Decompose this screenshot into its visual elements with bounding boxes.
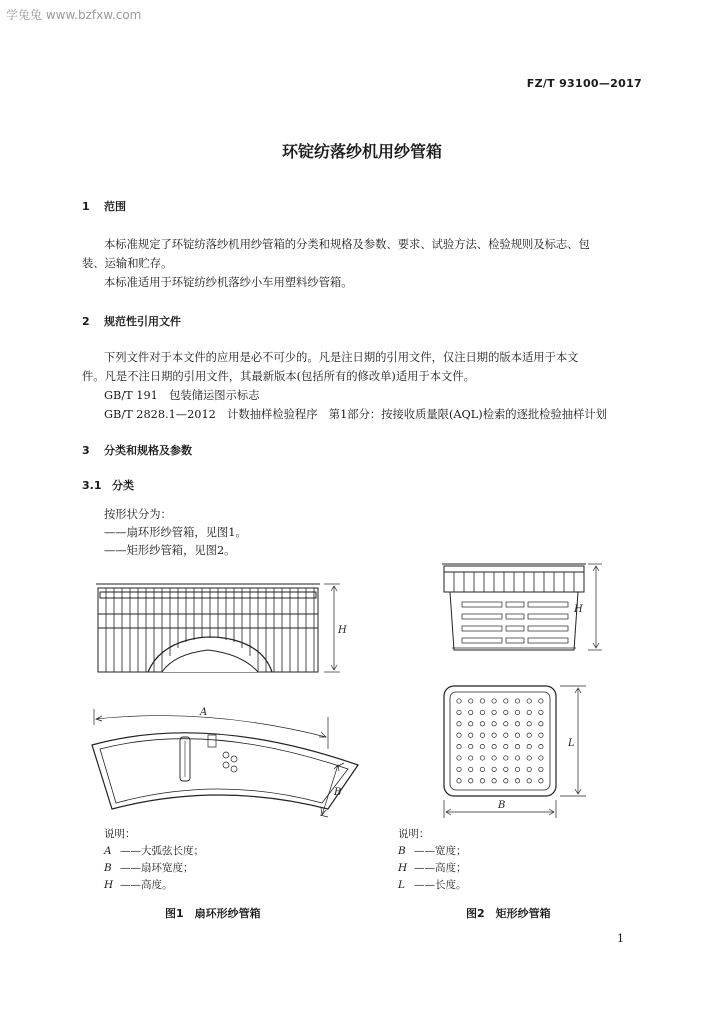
vent-hole bbox=[515, 710, 519, 714]
legend-text: ——高度。 bbox=[120, 879, 173, 891]
vent-hole bbox=[492, 744, 496, 748]
list-item: ——矩形纱管箱，见图2。 bbox=[104, 544, 236, 557]
legend-symbol: H bbox=[104, 879, 114, 891]
vent-hole bbox=[469, 744, 473, 748]
vent-hole bbox=[539, 699, 543, 703]
legend-symbol: B bbox=[398, 845, 406, 857]
legend-entry bbox=[398, 860, 467, 877]
section-title: 规范性引用文件 bbox=[104, 315, 181, 328]
vent-hole bbox=[527, 767, 531, 771]
legend-symbol: B bbox=[104, 862, 112, 874]
vent-hole bbox=[457, 722, 461, 726]
vent-hole bbox=[515, 744, 519, 748]
vent-hole bbox=[492, 710, 496, 714]
dimension-label-a: A bbox=[200, 707, 208, 718]
vent-hole bbox=[504, 722, 508, 726]
section-title: 分类和规格及参数 bbox=[104, 444, 192, 457]
figure-2-side-view bbox=[440, 558, 600, 658]
figure-1-top-view bbox=[88, 705, 358, 825]
vent-hole bbox=[527, 710, 531, 714]
vent-hole bbox=[539, 767, 543, 771]
paragraph-line: 下列文件对于本文件的应用是必不可少的。凡是注日期的引用文件，仅注日期的版本适用于本文 bbox=[104, 351, 579, 364]
vent-hole bbox=[480, 710, 484, 714]
vent-hole bbox=[527, 733, 531, 737]
figure-1-caption: 图1 扇环形纱管箱 bbox=[165, 907, 261, 920]
vent-hole bbox=[480, 722, 484, 726]
vent-hole bbox=[515, 767, 519, 771]
vent-hole bbox=[504, 767, 508, 771]
list-item: ——扇环形纱管箱，见图1。 bbox=[104, 526, 247, 539]
vent-hole bbox=[457, 779, 461, 783]
vent-hole bbox=[504, 756, 508, 760]
vent-hole bbox=[480, 756, 484, 760]
vent-hole bbox=[515, 722, 519, 726]
vent-hole bbox=[527, 699, 531, 703]
legend-text: ——大弧弦长度； bbox=[120, 845, 204, 857]
vent-hole bbox=[539, 779, 543, 783]
legend-title: 说明： bbox=[398, 828, 430, 840]
dimension-label-l: L bbox=[568, 738, 575, 749]
vent-hole bbox=[480, 744, 484, 748]
section-number: 3 bbox=[82, 444, 90, 457]
vent-hole bbox=[457, 733, 461, 737]
legend-entry bbox=[104, 860, 204, 877]
vent-hole bbox=[469, 767, 473, 771]
vent-hole bbox=[457, 710, 461, 714]
paragraph-line: 本标准适用于环锭纺纱机落纱小车用塑料纱管箱。 bbox=[104, 276, 353, 289]
vent-hole bbox=[504, 733, 508, 737]
reference-item: GB/T 2828.1—2012 计数抽样检验程序 第1部分：按接收质量限(AQL)检索的逐批检验抽样计划 bbox=[104, 408, 607, 421]
vent-hole bbox=[469, 756, 473, 760]
vent-hole bbox=[504, 710, 508, 714]
subsection-3-1-heading bbox=[82, 477, 134, 493]
vent-hole bbox=[492, 699, 496, 703]
vent-hole bbox=[492, 722, 496, 726]
vent-hole bbox=[457, 767, 461, 771]
section-2-heading bbox=[82, 313, 181, 329]
legend-entry bbox=[104, 877, 204, 894]
vent-hole bbox=[492, 779, 496, 783]
vent-hole bbox=[492, 733, 496, 737]
vent-hole bbox=[515, 699, 519, 703]
page-number: 1 bbox=[617, 932, 624, 945]
vent-hole bbox=[492, 756, 496, 760]
dimension-label-h: H bbox=[574, 604, 583, 615]
dimension-label-h: H bbox=[338, 625, 347, 636]
vent-hole bbox=[515, 779, 519, 783]
vent-hole bbox=[469, 722, 473, 726]
subsection-title: 分类 bbox=[112, 479, 134, 492]
vent-hole bbox=[504, 699, 508, 703]
vent-hole bbox=[457, 699, 461, 703]
legend-text: ——扇环宽度； bbox=[120, 862, 194, 874]
legend-symbol: H bbox=[398, 862, 408, 874]
figure-2-caption: 图2 矩形纱管箱 bbox=[466, 907, 551, 920]
standard-code: FZ/T 93100—2017 bbox=[526, 77, 642, 90]
vent-hole bbox=[480, 699, 484, 703]
paragraph-line: 装、运输和贮存。 bbox=[82, 257, 173, 270]
section-title: 范围 bbox=[104, 200, 126, 213]
vent-hole bbox=[539, 722, 543, 726]
legend-entry bbox=[104, 843, 204, 860]
legend-text: ——宽度； bbox=[414, 845, 467, 857]
vent-hole bbox=[539, 756, 543, 760]
paragraph-line: 件。凡是不注日期的引用文件，其最新版本(包括所有的修改单)适用于本文件。 bbox=[82, 370, 475, 383]
vent-hole bbox=[457, 744, 461, 748]
watermark: 学兔兔 www.bzfxw.com bbox=[6, 8, 142, 22]
dimension-label-b: B bbox=[334, 787, 342, 798]
section-1-heading bbox=[82, 198, 126, 214]
vent-hole bbox=[539, 733, 543, 737]
vent-hole bbox=[539, 710, 543, 714]
vent-hole bbox=[515, 756, 519, 760]
vent-hole bbox=[492, 767, 496, 771]
vent-hole bbox=[457, 756, 461, 760]
vent-hole bbox=[469, 699, 473, 703]
legend-title: 说明： bbox=[104, 828, 136, 840]
reference-item: GB/T 191 包装储运图示标志 bbox=[104, 389, 260, 402]
subsection-number: 3.1 bbox=[82, 479, 102, 492]
figure-2-legend bbox=[398, 826, 467, 894]
vent-hole bbox=[469, 710, 473, 714]
legend-text: ——高度； bbox=[414, 862, 467, 874]
legend-entry bbox=[398, 877, 467, 894]
vent-hole bbox=[469, 733, 473, 737]
vent-hole bbox=[527, 779, 531, 783]
figure-1-legend bbox=[104, 826, 204, 894]
legend-symbol: A bbox=[104, 845, 112, 857]
vent-hole bbox=[527, 756, 531, 760]
vent-hole bbox=[527, 722, 531, 726]
section-number: 1 bbox=[82, 200, 90, 213]
vent-hole bbox=[480, 733, 484, 737]
vent-hole bbox=[480, 779, 484, 783]
dimension-label-b: B bbox=[498, 800, 506, 811]
vent-hole bbox=[504, 779, 508, 783]
vent-hole bbox=[504, 744, 508, 748]
section-number: 2 bbox=[82, 315, 90, 328]
figure-1-side-view bbox=[88, 578, 358, 678]
figure-2-top-view bbox=[440, 682, 600, 822]
section-3-heading bbox=[82, 442, 192, 458]
document-title: 环锭纺落纱机用纱管箱 bbox=[281, 142, 442, 161]
legend-symbol: L bbox=[398, 879, 405, 891]
vent-hole bbox=[469, 779, 473, 783]
vent-hole bbox=[480, 767, 484, 771]
vent-hole bbox=[527, 744, 531, 748]
paragraph-line: 本标准规定了环锭纺落纱机用纱管箱的分类和规格及参数、要求、试验方法、检验规则及标志、包 bbox=[104, 238, 590, 251]
vent-hole bbox=[515, 733, 519, 737]
paragraph-line: 按形状分为： bbox=[104, 508, 172, 521]
vent-hole bbox=[539, 744, 543, 748]
legend-text: ——长度。 bbox=[414, 879, 467, 891]
legend-entry bbox=[398, 843, 467, 860]
